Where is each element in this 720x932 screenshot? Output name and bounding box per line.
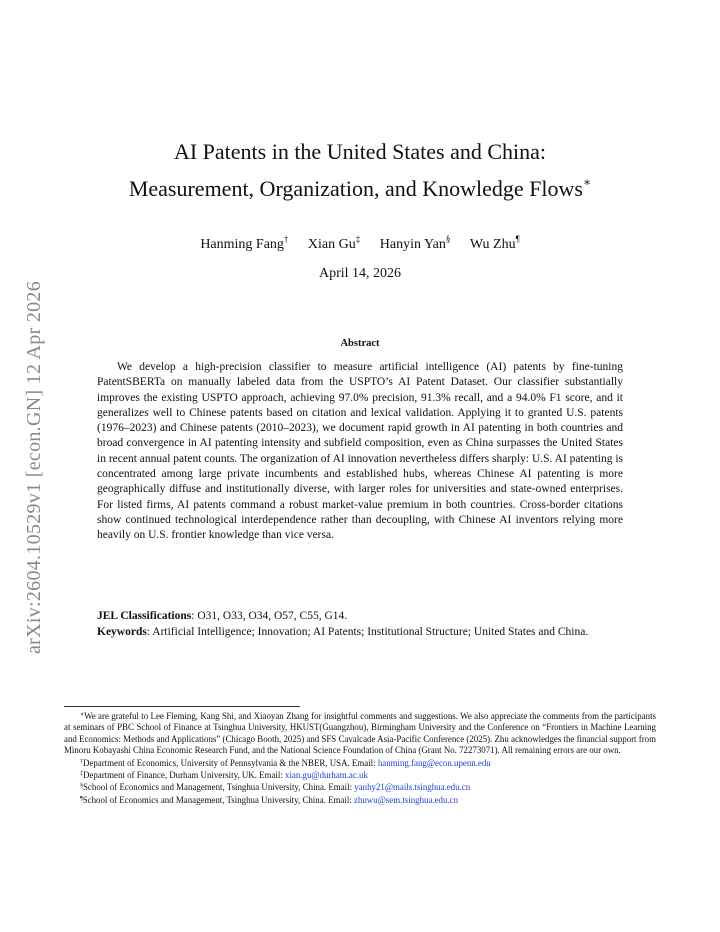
title-line-1: AI Patents in the United States and China: (173, 139, 547, 164)
author-name: Hanyin Yan (379, 237, 446, 252)
footnotes (64, 710, 656, 806)
title-line-2 (90, 167, 630, 204)
author-name: Wu Zhu (469, 237, 516, 252)
author-list (90, 234, 630, 253)
author-3 (379, 234, 451, 252)
footnote-thanks-text: We are grateful to Lee Fleming, Kang Shi, and Xiaoyan Zhang for insightful comments and suggestions. We also appreciate the comments from the participants at seminars of PBC School of Finance at Tsinghua University, HKUST(Guangzhou), Birmingham University and the Conference on “Frontiers in Machine Learning and Economics: Methods and Applications” (Chicago Booth, 2025) and SFS Cavalcade Asia-Pacific Conference (2025). Zhu acknowledges the financial support from Minoru Kobayashi China Economic Research Fund, and the National Science Foundation of China (Grant No. 72273071). All remaining errors are our own. (64, 711, 656, 756)
arxiv-identifier-stamp (22, 242, 48, 692)
email-link[interactable]: zhuwu@sem.tsinghua.edu.cn (353, 794, 459, 805)
footnote-affiliation-2 (64, 769, 656, 781)
footnote-affiliation-3 (64, 781, 656, 793)
affiliation-text: School of Economics and Management, Tsinghua University, China. Email: (83, 782, 355, 793)
email-link[interactable]: xian.gu@durham.ac.uk (285, 770, 368, 781)
author-footnote-mark[interactable]: ‡ (355, 234, 361, 244)
jel-codes: : O31, O33, O34, O57, C55, G14. (191, 610, 348, 622)
footnote-mark: ¶ (80, 795, 83, 802)
author-footnote-mark[interactable]: § (445, 234, 451, 244)
publication-date: April 14, 2026 (318, 266, 402, 281)
author-footnote-mark[interactable]: ¶ (515, 234, 520, 244)
jel-label: JEL Classifications (97, 610, 192, 622)
affiliation-text: Department of Finance, Durham University, UK. Email: (83, 770, 286, 781)
keywords (97, 625, 623, 640)
arxiv-identifier-text: arXiv:2604.10529v1 [econ.GN] 12 Apr 2026 (23, 280, 46, 654)
footnote-mark: ∗ (80, 712, 85, 718)
title-footnote-mark[interactable]: ∗ (583, 175, 592, 189)
paper-title (90, 137, 630, 204)
footnote-rule (64, 706, 300, 707)
footnote-affiliation-4 (64, 794, 656, 806)
affiliation-text: School of Economics and Management, Tsinghua University, China. Email: (82, 794, 354, 805)
abstract-body: We develop a high-precision classifier to measure artificial intelligence (AI) patents by fine-tuning PatentSBERTa on manually labeled data from the USPTO’s AI Patent Dataset. Our classifier substantially improves the existing USPTO approach, achieving 97.0% precision, 91.3% recall, and a 94.0% F1 score, and it generalizes well to Chinese patents based on citation and lexical validation. Applying it to granted U.S. patents (1976–2023) and Chinese patents (2010–2023), we document rapid growth in AI patenting in both countries and broad convergence in AI patenting intensity and subfield composition, even as China surpasses the United States in recent annual patent counts. The organization of AI innovation nevertheless differs sharply: U.S. AI patenting is concentrated among large private incumbents and established hubs, whereas Chinese AI patenting is more geographically diffuse and institutionally diverse, with larger roles for universities and state-owned enterprises. For listed firms, AI patents command a robust market-value premium in both countries. Cross-border citations show continued technological interdependence rather than decoupling, with Chinese AI inventors relying more heavily on U.S. frontier knowledge than vice versa. (97, 361, 624, 542)
affiliation-text: Department of Economics, University of Pennsylvania & the NBER, USA. Email: (83, 757, 378, 768)
footnote-mark: † (80, 758, 83, 765)
email-link[interactable]: hanming.fang@econ.upenn.edu (377, 757, 491, 768)
footnote-thanks (64, 710, 656, 757)
author-4 (469, 234, 520, 252)
keywords-list: : Artificial Intelligence; Innovation; AI Patents; Institutional Structure; United States and China. (146, 626, 589, 638)
author-2 (307, 234, 361, 252)
author-1 (200, 234, 289, 252)
abstract-heading: Abstract (340, 338, 380, 349)
author-name: Hanming Fang (200, 237, 284, 252)
footnote-mark: § (80, 783, 83, 790)
author-footnote-mark[interactable]: † (283, 234, 289, 244)
jel-classifications (97, 609, 623, 624)
footnote-affiliation-1 (64, 757, 656, 769)
author-name: Xian Gu (307, 237, 356, 252)
keywords-label: Keywords (97, 626, 147, 638)
title-line-2-text: Measurement, Organization, and Knowledge Flows (128, 176, 583, 201)
email-link[interactable]: yanhy21@mails.tsinghua.edu.cn (354, 782, 471, 793)
footnote-mark: ‡ (80, 771, 83, 778)
